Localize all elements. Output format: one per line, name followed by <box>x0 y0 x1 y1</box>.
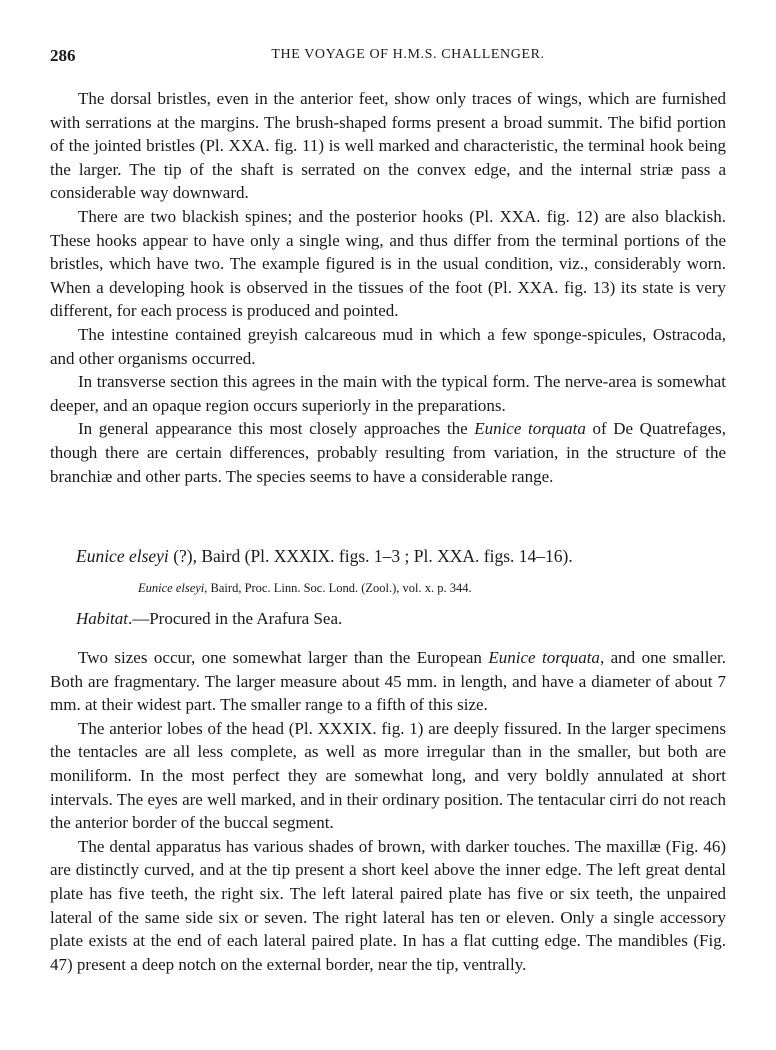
paragraph <box>50 417 726 488</box>
paragraph: There are two blackish spines; and the posterior hooks (Pl. XXA. fig. 12) are also blackish. These hooks appear to have only a single wing, and thus differ from the terminal portions of the bristles, which have two. The example figured is in the usual condition, viz., considerably worn. When a developing hook is observed in the tissues of the foot (Pl. XXA. fig. 13) its state is very different, for each process is produced and pointed. <box>50 206 726 321</box>
running-head <box>50 46 726 68</box>
species-name: Eunice elseyi <box>76 546 169 566</box>
synonym-citation: , Baird, Proc. Linn. Soc. Lond. (Zool.), vol. x. p. 344. <box>204 581 472 595</box>
text-block-2 <box>50 646 726 976</box>
paragraph: The intestine contained greyish calcareous mud in which a few sponge-spicules, Ostracoda, and other organisms occurred. <box>50 324 726 368</box>
habitat-text: .—Procured in the Arafura Sea. <box>127 609 343 628</box>
paragraph: In transverse section this agrees in the main with the typical form. The nerve-area is somewhat deeper, and an opaque region occurs superiorly in the preparations. <box>50 372 726 415</box>
paragraph <box>50 646 726 717</box>
paragraph: The dorsal bristles, even in the anterior feet, show only traces of wings, which are furnished with serrations at the margins. The brush-shaped forms present a broad summit. The bifid portion of the jointed bristles (Pl. XXA. fig. 11) is well marked and characteristic, the terminal hook being the larger. The tip of the shaft is serrated on the convex edge, and the internal striæ pass a considerable way downward. <box>50 89 726 203</box>
synonym-name: Eunice elseyi <box>138 581 205 595</box>
species-name-inline: Eunice torquata <box>474 419 586 439</box>
species-qualifier: (?), Baird (Pl. XXXIX. figs. 1–3 ; Pl. XXA. figs. 14–16). <box>168 546 573 566</box>
habitat-label: Habitat <box>76 609 128 628</box>
text-run: , and one smaller. Both are fragmentary. The larger measure about 45 mm. in length, and have a diameter of about 7 mm. at their widest part. The smaller range to a fifth of this size. <box>50 648 726 715</box>
paragraph: The dental apparatus has various shades of brown, with darker touches. The maxillæ (Fig. 46) are distinctly curved, and at the tip present a short keel above the inner edge. The left great dental plate has five teeth, the right six. The left lateral paired plate has five or six teeth, the unpaired lateral of the same side six or seven. The right lateral has ten or eleven. Only a single accessory plate exists at the end of each lateral paired plate. In has a flat cutting edge. The mandibles (Fig. 47) present a deep notch on the external border, near the tip, ventrally. <box>50 836 726 974</box>
text-run: In general appearance this most closely approaches the <box>78 419 475 439</box>
page-number: 286 <box>50 46 76 65</box>
species-name-inline: Eunice torquata <box>488 648 600 667</box>
species-heading <box>76 546 573 567</box>
habitat-line <box>76 609 342 629</box>
text-run: of De Quatrefages, though there are certain differences, probably resulting from variation, in the structure of the branchiæ and other parts. The species seems to have a considerable range. <box>50 419 726 486</box>
text-block-1 <box>50 87 726 488</box>
paragraph: The anterior lobes of the head (Pl. XXXIX. fig. 1) are deeply fissured. In the larger specimens the tentacles are all less complete, as well as more irregular than in the smaller, but both are moniliform. In the most perfect they are somewhat long, and very boldly annulated at short intervals. The eyes are well marked, and in their ordinary position. The tentacular cirri do not reach the anterior border of the buccal segment. <box>50 718 726 833</box>
running-title: THE VOYAGE OF H.M.S. CHALLENGER. <box>271 47 545 62</box>
synonymy-reference <box>138 581 472 596</box>
text-run: Two sizes occur, one somewhat larger than the European <box>78 648 489 667</box>
